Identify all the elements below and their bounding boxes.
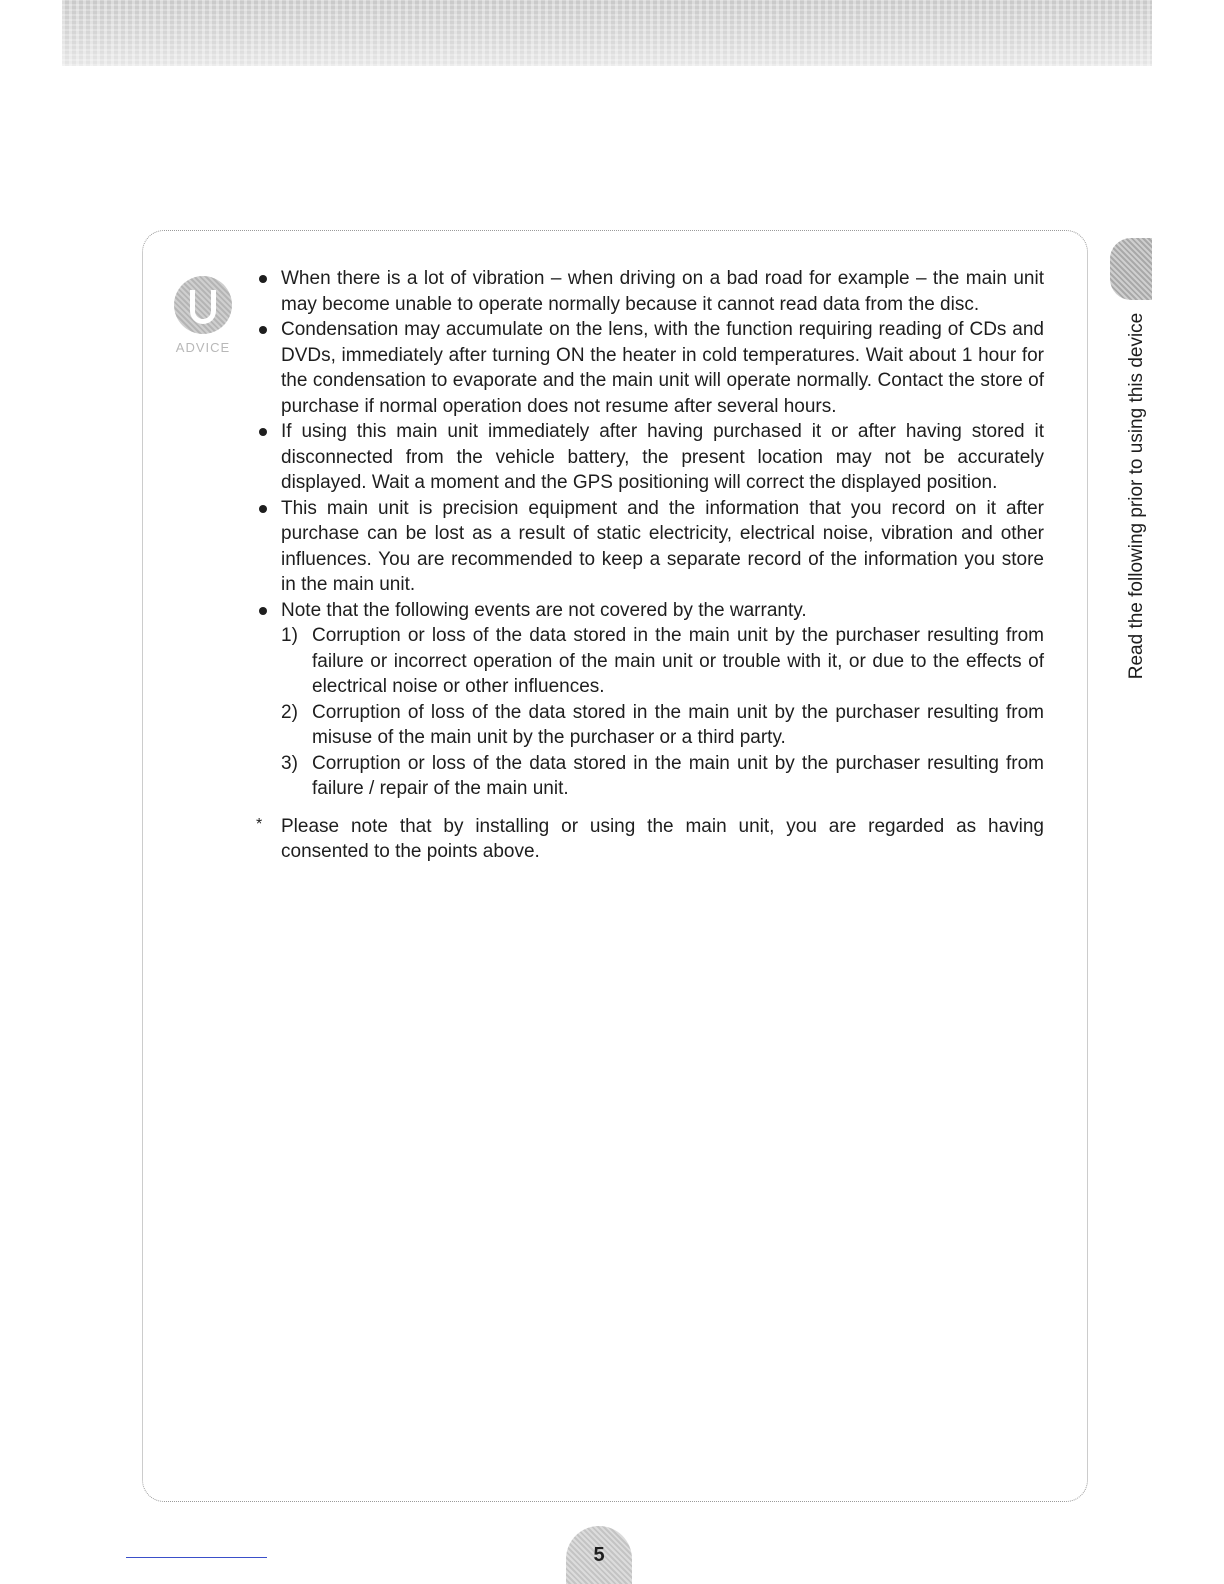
page-number: 5 [593, 1544, 605, 1566]
list-item [256, 598, 1044, 624]
warranty-item [256, 751, 1044, 802]
advice-icon [174, 276, 232, 334]
list-item: If using this main unit immediately after having purchased it or after having stored it disconnected from the vehicle battery, the present location may not be accurately displayed. Wait a moment and the GPS positioning will correct the displayed position. [256, 419, 1044, 496]
section-side-label: Read the following prior to using this device [1126, 312, 1147, 680]
item-number: 3) [281, 752, 298, 774]
footnote-divider [126, 1557, 267, 1558]
item-number: 1) [281, 625, 298, 646]
advice-list [256, 266, 1044, 623]
list-item: Condensation may accumulate on the lens, with the function requiring reading of CDs and DVDs, immediately after turning ON the heater in cold temperatures. Wait about 1 hour for the condensation to evaporate and the main unit will operate normally. Contact the store of purchase if normal operation does not resume after several hours. [256, 317, 1044, 419]
item-text: Corruption or loss of the data stored in the main unit by the purchaser resulting from failure or incorrect operation of the main unit or trouble with it, or due to the effects of electrical noise or other influences. [312, 625, 1044, 697]
header-texture-band [62, 0, 1152, 66]
warranty-item [256, 700, 1044, 751]
note-text: Please note that by installing or using the main unit, you are regarded as having consented to the points above. [281, 815, 1044, 862]
advice-label: ADVICE [175, 340, 231, 355]
note-marker: * [256, 815, 263, 833]
list-item: This main unit is precision equipment and the information that you record on it after purchase can be lost as a result of static electricity, electrical noise, vibration and other influences. You are recommended to keep a separate record of the information you store in the main unit. [256, 496, 1044, 598]
list-item: When there is a lot of vibration – when driving on a bad road for example – the main unit may become unable to operate normally because it cannot read data from the disc. [256, 266, 1044, 317]
advice-badge [170, 272, 236, 362]
warranty-item [256, 623, 1044, 700]
item-number: 2) [281, 701, 298, 723]
warranty-intro: Note that the following events are not covered by the warranty. [281, 599, 807, 621]
item-text: Corruption of loss of the data stored in the main unit by the purchaser resulting from misuse of the main unit by the purchaser or a third party. [312, 701, 1044, 748]
warranty-exclusions [256, 623, 1044, 802]
item-text: Corruption or loss of the data stored in the main unit by the purchaser resulting from failure / repair of the main unit. [312, 752, 1044, 799]
advice-content [256, 266, 1044, 865]
consent-note [256, 814, 1044, 865]
section-tab-marker [1110, 238, 1152, 300]
